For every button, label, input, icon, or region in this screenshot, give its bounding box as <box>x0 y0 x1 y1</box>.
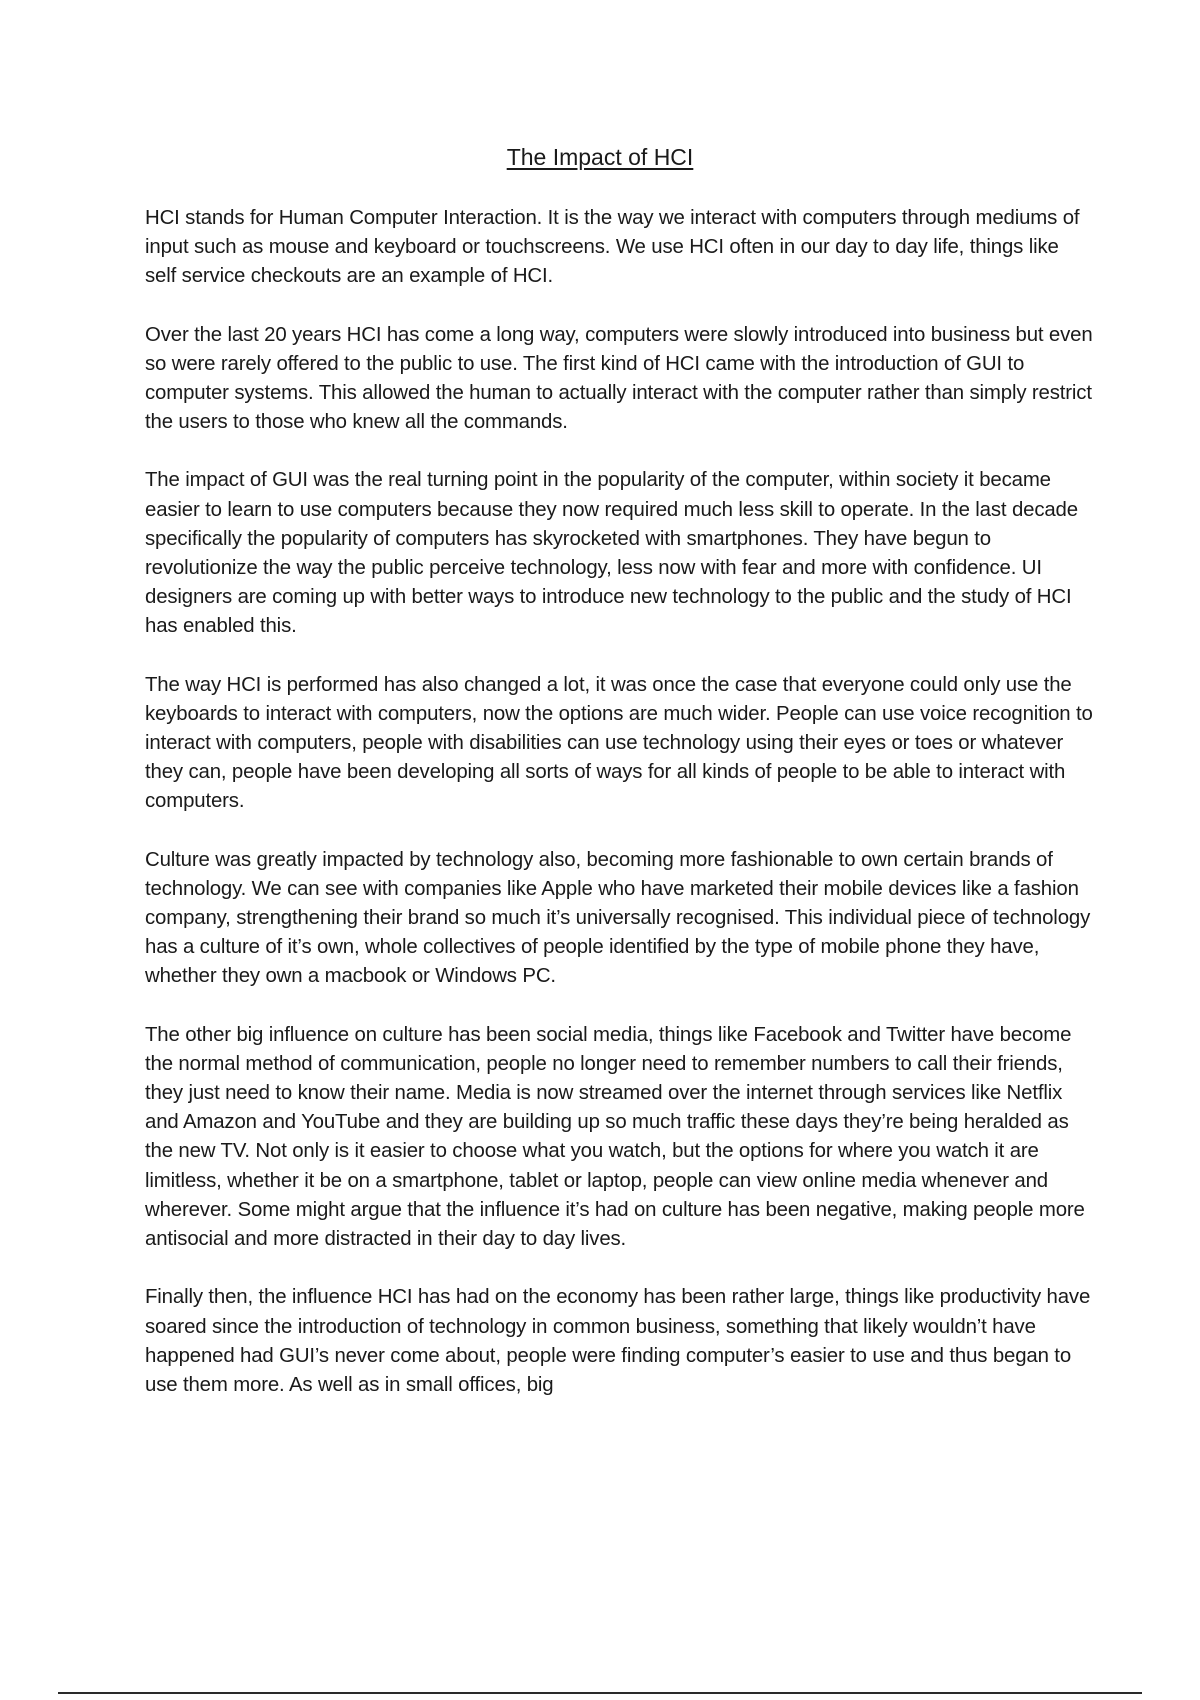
document-body <box>145 204 1095 1429</box>
document-title: The Impact of HCI <box>506 144 694 170</box>
paragraph-economy: Finally then, the influence HCI has had on the economy has been rather large, things like productivity have soared since the introduction of technology in common business, something that likely wouldn’t have happened had GUI’s never come about, people were finding computer’s easier to use and thus began to use them more. As well as in small offices, big <box>145 1286 1091 1396</box>
paragraph-history: Over the last 20 years HCI has come a long way, computers were slowly introduced into business but even so were rarely offered to the public to use. The first kind of HCI came with the introduction of GUI to computer systems. This allowed the human to actually interact with the computer rather than simply restrict the users to those who knew all the commands. <box>145 323 1093 434</box>
page-bottom-rule <box>58 1692 1142 1694</box>
paragraph-intro: HCI stands for Human Computer Interaction. It is the way we interact with computers through mediums of input such as mouse and keyboard or touchscreens. We use HCI often in our day to day life, things like self service checkouts are an example of HCI. <box>145 207 1080 288</box>
paragraph-gui-impact: The impact of GUI was the real turning point in the popularity of the computer, within society it became easier to learn to use computers because they now required much less skill to operate. In the last decade specifically the popularity of computers has skyrocketed with smartphones. They have begun to revolutionize the way the public perceive technology, less now with fear and more with confidence. UI designers are coming up with better ways to introduce new technology to the public and the study of HCI has enabled this. <box>145 469 1078 638</box>
paragraph-input-methods: The way HCI is performed has also changed a lot, it was once the case that everyone could only use the keyboards to interact with computers, now the options are much wider. People can use voice recognition to interact with computers, people with disabilities can use technology using their eyes or toes or whatever they can, people have been developing all sorts of ways for all kinds of people to be able to interact with computers. <box>145 673 1093 813</box>
paragraph-social-media: The other big influence on culture has been social media, things like Facebook and Twitter have become the normal method of communication, people no longer need to remember numbers to call their friends, they just need to know their name. Media is now streamed over the internet through services like Netflix and Amazon and YouTube and they are building up so much traffic these days they’re being heralded as the new TV. Not only is it easier to choose what you watch, but the options for where you watch it are limitless, whether it be on a smartphone, tablet or laptop, people can view online media whenever and wherever. Some might argue that the influence it’s had on culture has been negative, making people more antisocial and more distracted in their day to day lives. <box>145 1023 1085 1251</box>
paragraph-culture: Culture was greatly impacted by technology also, becoming more fashionable to own certain brands of technology. We can see with companies like Apple who have marketed their mobile devices like a fashion company, strengthening their brand so much it’s universally recognised. This individual piece of technology has a culture of it’s own, whole collectives of people identified by the type of mobile phone they have, whether they own a macbook or Windows PC. <box>145 848 1091 988</box>
